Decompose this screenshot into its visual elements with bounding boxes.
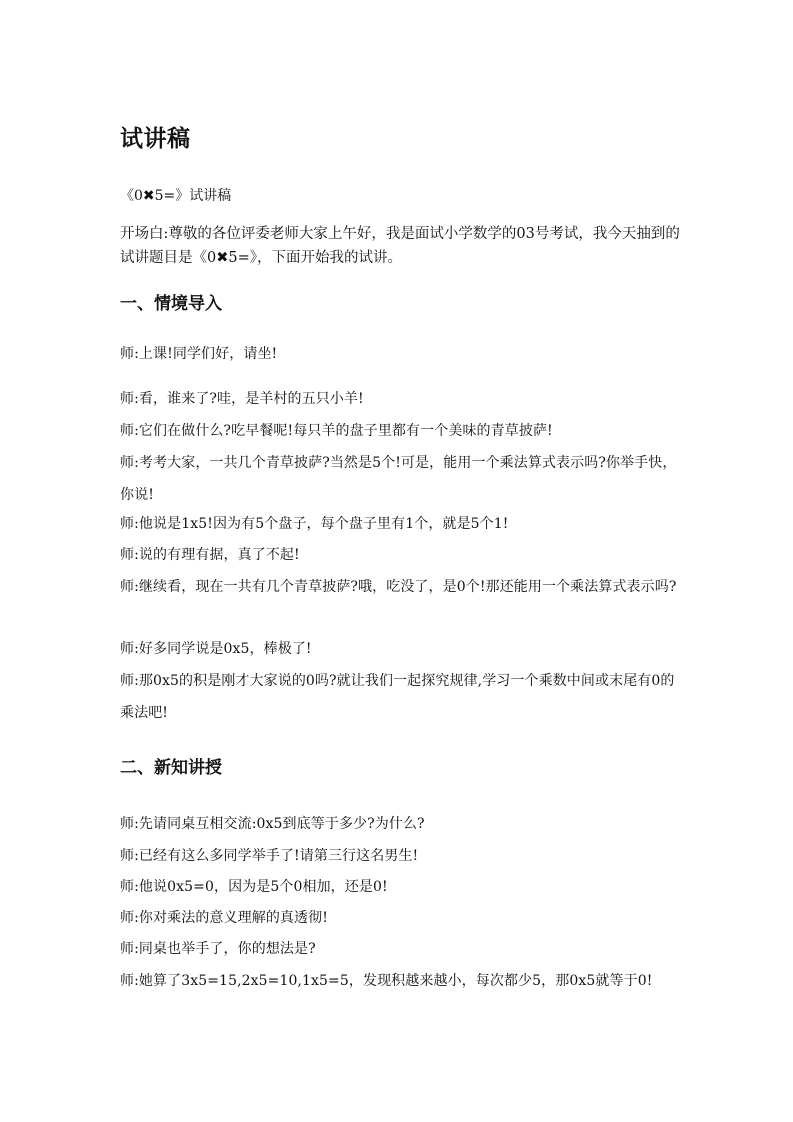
page-title: 试讲稿 bbox=[120, 126, 191, 152]
dialogue-line: 师:继续看，现在一共有几个青草披萨?哦，吃没了，是0个!那还能用一个乘法算式表示吗? bbox=[120, 579, 677, 595]
dialogue-line: 师:上课!同学们好，请坐! bbox=[120, 346, 278, 362]
dialogue-line: 师:考考大家，一共几个青草披萨?当然是5个!可是，能用一个乘法算式表示吗?你举手快，你说! bbox=[120, 455, 677, 503]
dialogue-line: 师:好多同学说是0x5，棒极了! bbox=[120, 641, 312, 657]
dialogue-line: 师:你对乘法的意义理解的真透彻! bbox=[120, 910, 328, 926]
section-heading-new-knowledge: 二、新知讲授 bbox=[120, 758, 222, 778]
dialogue-line: 师:他说0x5=0，因为是5个0相加，还是0! bbox=[120, 879, 388, 895]
dialogue-line: 师:同桌也举手了，你的想法是? bbox=[120, 941, 316, 957]
document-subtitle: 《0✖5=》试讲稿 bbox=[120, 188, 232, 204]
dialogue-line: 师:说的有理有据，真了不起! bbox=[120, 547, 300, 563]
dialogue-line: 师:他说是1x5!因为有5个盘子，每个盘子里有1个，就是5个1! bbox=[120, 516, 509, 532]
dialogue-line: 师:它们在做什么?吃早餐呢!每只羊的盘子里都有一个美味的青草披萨! bbox=[120, 423, 553, 439]
dialogue-line: 师:已经有这么多同学举手了!请第三行这名男生! bbox=[120, 848, 419, 864]
dialogue-line: 师:她算了3x5=15,2x5=10,1x5=5，发现积越来越小，每次都少5，那0x5就等于0! bbox=[120, 973, 653, 989]
dialogue-line: 师:看，谁来了?哇，是羊村的五只小羊! bbox=[120, 391, 364, 407]
dialogue-line: 师:那0x5的积是刚才大家说的0吗?就让我们一起探究规律,学习一个乘数中间或末尾有0的乘法吧! bbox=[120, 673, 675, 721]
opening-paragraph: 开场白:尊敬的各位评委老师大家上午好，我是面试小学数学的03号考试，我今天抽到的试讲题目是《0✖5=》，下面开始我的试讲。 bbox=[120, 226, 680, 266]
section-heading-situation-intro: 一、情境导入 bbox=[120, 294, 222, 314]
dialogue-line: 师:先请同桌互相交流:0x5到底等于多少?为什么? bbox=[120, 816, 425, 832]
